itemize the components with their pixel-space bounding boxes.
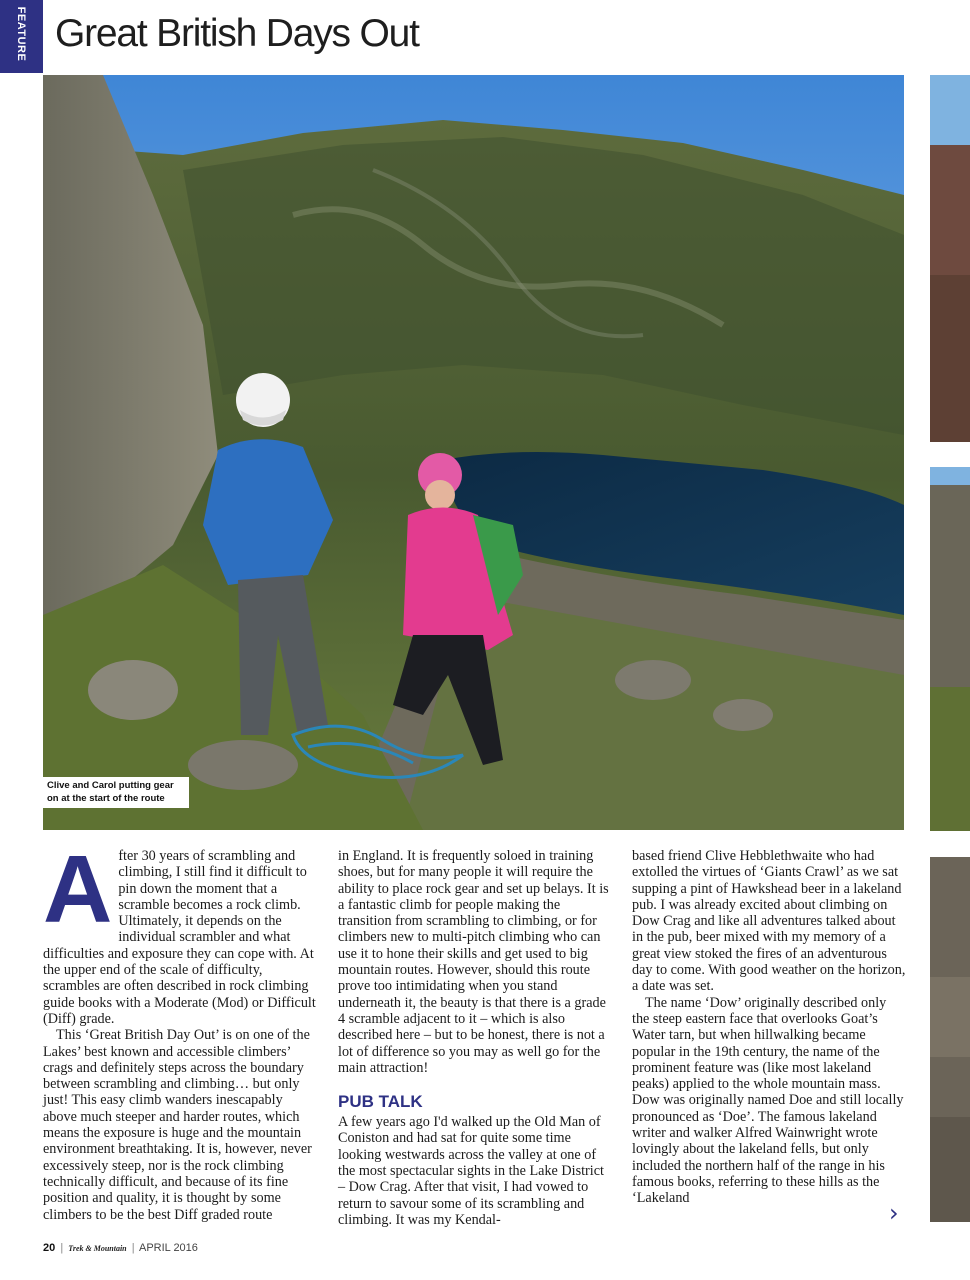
side-photo-3: [930, 857, 970, 1222]
issue-date: APRIL 2016: [139, 1242, 198, 1254]
section-tab: [0, 0, 43, 73]
page-number: 20: [43, 1242, 56, 1254]
text-column-1: [43, 836, 317, 1223]
body-paragraph-3: in England. It is frequently soloed in training shoes, but for many people it will require the ability to place rock gear and set up belays. It is a fantastic climb for people making the transition from scrambling to climbing, or for climbers new to multi-pitch climbing who can use it to hone their skills and get used to big mountain routes. However, should this route prove too intimidating when you stand underneath it, the beauty is that there is a grade 4 scramble adjacent to it – which is also described here – but to be honest, there is not a lot of difference so you may as well go for the main attraction!: [338, 848, 609, 1076]
section-subhead: PUB TALK: [338, 1092, 423, 1112]
section-tab-label: FEATURE: [15, 6, 27, 62]
body-paragraph-6: The name ‘Dow’ originally described only the steep eastern face that overlooks Goat’s Water tarn, but when hillwalking became popular in the 19th century, the name of the prominent feature was (like most lakeland peaks) applied to the whole mountain mass. Dow was originally named Doe and still locally pronounced as ‘Doe’. The famous lakeland writer and walker Alfred Wainwright wrote lovingly about the lakeland fells, but only included the northern half of the range in his famous books, referring to these hills as the ‘Lakeland: [632, 994, 904, 1207]
text-column-3: [632, 848, 906, 1207]
body-paragraph-2: This ‘Great British Day Out’ is on one of the Lakes’ best known and accessible climbers’ crags and definitely steps across the boundary between scrambling and climbing… but only just! This easy climb wanders inescapably above much steeper and harder routes, which means the exposure is huge and the mountain environment breathtaking. It is, however, never excessively steep, nor is the rock climbing technically difficult, and because of its fine position and quality, it is thought by some climbers to be the best Diff graded route: [43, 1027, 312, 1223]
side-photo-2: [930, 467, 970, 831]
text-column-2: [338, 848, 612, 1228]
body-paragraph-4: A few years ago I'd walked up the Old Man of Coniston and had sat for quite some time looking westwards across the valley at one of the most spectacular sights in the Lake District – Dow Crag. After that visit, I had vowed to return to savour some of its scrambling and climbing. It was my Kendal-: [338, 1114, 604, 1228]
page-footer: 20 | Trek & Mountain | APRIL 2016: [43, 1242, 198, 1254]
hero-photo: [43, 75, 904, 830]
photo-caption: Clive and Carol putting gear on at the start of the route: [43, 777, 189, 808]
drop-cap: A: [43, 836, 113, 943]
page-title: Great British Days Out: [55, 12, 419, 55]
magazine-logo: Trek & Mountain: [68, 1244, 127, 1253]
body-paragraph-1: fter 30 years of scrambling and climbing, I still find it difficult to pin down the moment that a scramble becomes a rock climb. Ultimately, it depends on the individual scrambler and what difficulties and exposure they can cope with. At the upper end of the scale of difficulty, scrambles are often described in rock climbing guide books with a Moderate (Mod) or Difficult (Diff) grade.: [43, 848, 316, 1027]
body-paragraph-5: based friend Clive Hebblethwaite who had extolled the virtues of ‘Giants Crawl’ as we sat supping a pint of Hawkshead beer in a lakeland pub. I was already excited about climbing on Dow Crag and like all adventures talked about in the pub, beer mixed with my memory of a great view stoked the fires of an adventurous day to come. With good weather on the horizon, a date was set.: [632, 848, 906, 995]
side-photo-1: [930, 75, 970, 442]
chevron-right-icon[interactable]: ›: [889, 1199, 899, 1227]
